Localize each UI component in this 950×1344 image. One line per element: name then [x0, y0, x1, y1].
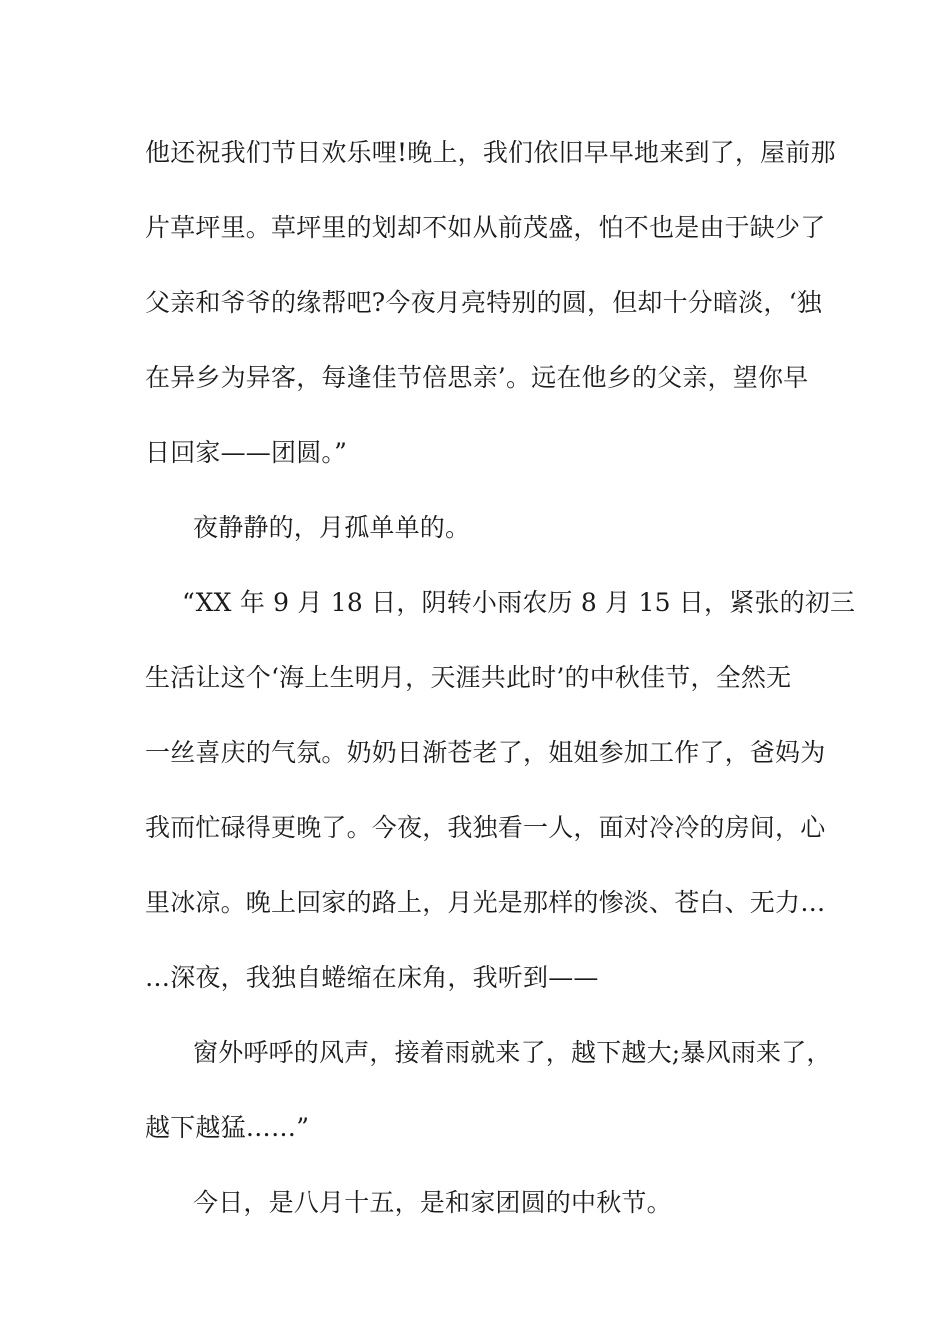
- text-line: 片草坪里。草坪里的划却不如从前茂盛，怕不也是由于缺少了: [145, 213, 826, 242]
- text-line: 我而忙碌得更晚了。今夜，我独看一人，面对冷冷的房间，心: [145, 813, 826, 842]
- text-line: 他还祝我们节日欢乐哩!晚上，我们依旧早早地来到了，屋前那: [145, 138, 836, 167]
- paragraph-line: 今日，是八月十五，是和家团圆的中秋节。: [193, 1188, 672, 1217]
- text-line: 一丝喜庆的气氛。奶奶日渐苍老了，姐姐参加工作了，爸妈为: [145, 738, 826, 767]
- text-line: 在异乡为异客，每逢佳节倍思亲’。远在他乡的父亲，望你早: [145, 363, 809, 392]
- text-line: …深夜，我独自蜷缩在床角，我听到——: [145, 963, 599, 992]
- paragraph-line: 窗外呼呼的风声，接着雨就来了，越下越大;暴风雨来了，: [193, 1038, 832, 1067]
- text-line: 越下越猛……”: [145, 1113, 310, 1142]
- text-line: 日回家——团圆。”: [145, 438, 348, 467]
- text-line: 里冰凉。晚上回家的路上，月光是那样的惨淡、苍白、无力…: [145, 888, 826, 917]
- paragraph-line: “XX 年 9 月 18 日，阴转小雨农历 8 月 15 日，紧张的初三: [182, 588, 856, 617]
- text-line: 生活让这个‘海上生明月，天涯共此时’的中秋佳节，全然无: [145, 663, 792, 692]
- paragraph-line: 夜静静的，月孤单单的。: [193, 513, 471, 542]
- text-line: 父亲和爷爷的缘帮吧?今夜月亮特别的圆，但却十分暗淡，‘独: [145, 288, 822, 317]
